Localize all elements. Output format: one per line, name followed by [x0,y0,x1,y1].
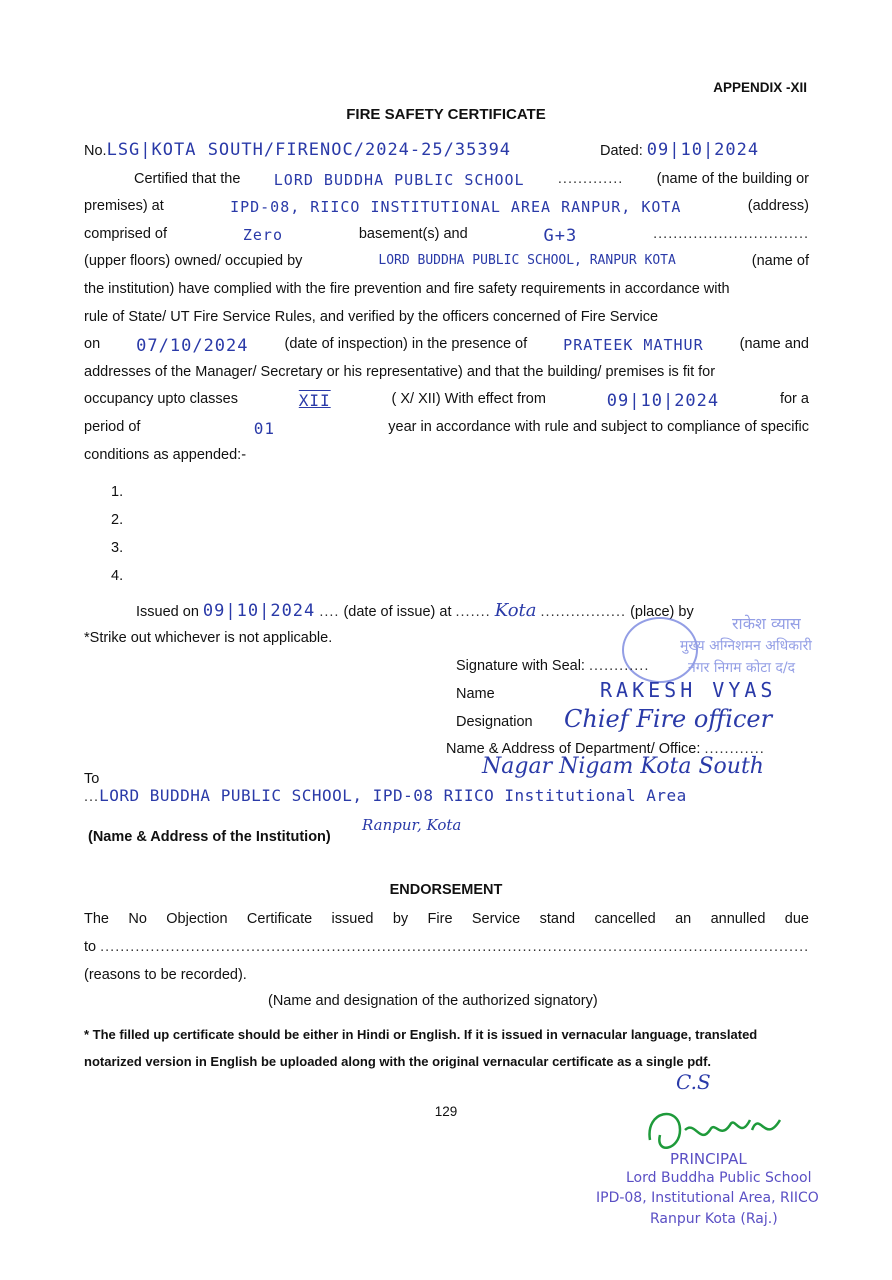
appendix-label: APPENDIX -XII [713,80,807,95]
principal-stamp-line-4: Ranpur Kota (Raj.) [650,1211,778,1227]
to-label: To [84,771,100,787]
dated-value: 09|10|2024 [646,140,760,160]
building-name: LORD BUDDHA PUBLIC SCHOOL [273,171,525,189]
no-label: No. [84,143,107,159]
conditions-list [111,478,123,590]
body-line-11: conditions as appended:- [84,447,247,463]
dotted-fill: ............. [557,171,624,187]
text-owned: (upper floors) owned/ occupied by [84,253,303,269]
principal-stamp-line-1: PRINCIPAL [670,1150,747,1168]
dated-label: Dated: [600,143,643,159]
effect-from-value: 09|10|2024 [606,391,720,411]
page-number: 129 [434,1104,458,1119]
name-value: RAKESH VYAS [600,678,777,702]
text-comprised: comprised of [84,226,168,242]
dotted-fill: ............ [589,658,650,674]
place-label: (place) by [630,604,694,620]
owner-value: LORD BUDDHA PUBLIC SCHOOL, RANPUR KOTA [378,253,676,268]
text-on: on [84,336,101,352]
text-basements: basement(s) and [358,226,468,242]
department-value: Nagar Nigam Kota South [482,754,764,779]
principal-stamp-line-3: IPD-08, Institutional Area, RIICO [596,1190,819,1206]
dotted-fill: ............ [704,741,765,757]
text-address: (address) [747,198,809,214]
text-period-of: period of [84,419,141,435]
to-prefix: to [84,939,97,955]
basements-value: Zero [242,226,283,244]
issued-on-label: Issued on [136,604,199,620]
endorsement-title: ENDORSEMENT [389,882,503,898]
date-of-issue-label: (date of issue) at [343,604,452,620]
issued-on-value: 09|10|2024 [202,601,316,621]
no-value: LSG|KOTA SOUTH/FIRENOC/2024-25/35394 [106,140,512,160]
signature-label-text: Signature with Seal: [456,658,585,674]
text-premises: premises) at [84,198,164,214]
principal-stamp-line-2: Lord Buddha Public School [626,1170,812,1186]
endorsement-text [84,911,809,927]
signature-label [456,658,649,674]
reasons-text: (reasons to be recorded). [84,967,247,983]
signature-stroke [650,1114,780,1148]
body-line-4 [84,253,809,269]
text-certified: Certified that the [134,171,241,187]
text-effect-from: ( X/ XII) With effect from [391,391,546,407]
premises-address: IPD-08, RIICO INSTITUTIONAL AREA RANPUR, KOTA [230,198,682,216]
period-value: 01 [253,419,275,438]
text-name-of: (name of [751,253,809,269]
to-caption: (Name & Address of the Institution) [88,829,331,845]
text-occupancy: occupancy upto classes [84,391,238,407]
dotted-fill: ................. [540,604,627,620]
body-line-1 [84,171,809,189]
presence-of-value: PRATEEK MATHUR [563,336,704,354]
seal-line-3: नगर निगम कोटा द/द [688,660,796,676]
text-date-of-inspection: (date of inspection) in the presence of [284,336,528,352]
body-line-3 [84,226,809,246]
dotted-fill: ............................... [653,226,809,242]
seal-line-1: राकेश व्यास [732,614,801,633]
certificate-number [84,140,511,160]
dotted-fill: ....... [455,604,491,620]
body-line-2 [84,198,809,216]
department-label-text: Name & Address of Department/ Office: [446,741,701,757]
designation-value: Chief Fire officer [564,705,773,733]
initials: C.S [676,1070,711,1094]
endorsement-due-line [84,939,809,955]
seal-line-2: मुख्य अग्निशमन अधिकारी [680,638,812,654]
strike-note: *Strike out whichever is not applicable. [84,630,333,646]
institution-address-line-2: Ranpur, Kota [362,816,462,834]
endorsement-text-1: The No Objection Certificate issued by Fire Service stand cancelled an annulled due [84,911,809,927]
body-line-7 [84,336,809,356]
inspection-date: 07/10/2024 [136,336,249,356]
dated [600,140,759,160]
condition-item: 1. [111,484,124,500]
condition-item: 2. [111,512,124,528]
footnote: * The filled up certificate should be either in Hindi or English. If it is issued in vernacular language, translated notarized version in English be uploaded along with the original vernacular certificate as a single pdf. [84,1027,758,1069]
dotted-fill: .... [319,604,340,620]
to-address-line-1 [84,786,687,805]
institution-address: LORD BUDDHA PUBLIC SCHOOL, IPD-08 RIICO Institutional Area [99,786,687,805]
condition-item: 3. [111,540,124,556]
signatory-text: (Name and designation of the authorized signatory) [268,993,598,1009]
dotted-fill: ... [84,789,100,805]
classes-value: XII [298,391,331,410]
designation-label: Designation [456,714,533,730]
body-line-10 [84,419,809,438]
body-line-5: the institution) have complied with the fire prevention and fire safety requirements in accordance with [84,281,730,297]
condition-item: 4. [111,568,124,584]
dotted-fill: ............................................................................................................................................. [100,939,810,955]
issued-line [136,600,694,621]
body-line-8: addresses of the Manager/ Secretary or his representative) and that the building/ premises is fit for [84,364,716,380]
upper-floors-value: G+3 [543,226,578,246]
page-title: FIRE SAFETY CERTIFICATE [346,106,546,123]
text-for-a: for a [779,391,809,407]
text-name-of-building: (name of the building or [656,171,809,187]
body-line-9 [84,391,809,411]
body-line-6: rule of State/ UT Fire Service Rules, and verified by the officers concerned of Fire Service [84,309,659,325]
text-year-accordance: year in accordance with rule and subject to compliance of specific [388,419,809,435]
text-name-and: (name and [739,336,809,352]
place-value: Kota [494,600,537,621]
name-label: Name [456,686,495,702]
